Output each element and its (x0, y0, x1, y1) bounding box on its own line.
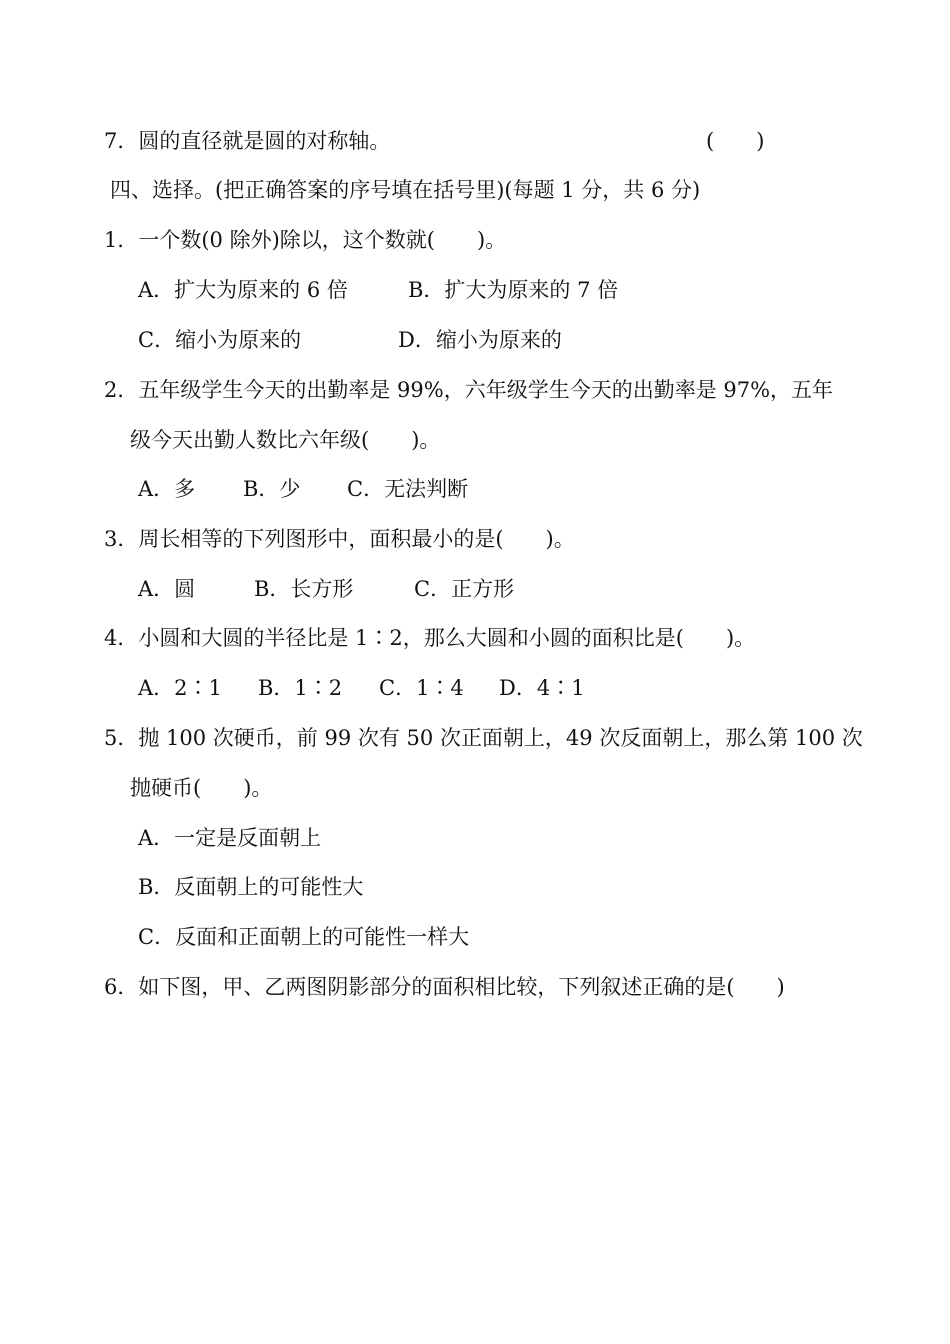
option-4d: D．4∶1 (499, 676, 585, 700)
option-2a: A．多 (138, 477, 196, 501)
option-1d: D．缩小为原来的 (398, 328, 562, 352)
option-3c: C．正方形 (414, 577, 515, 601)
question-2-stem-line1: 2．五年级学生今天的出勤率是 99%，六年级学生今天的出勤率是 97%，五年 (104, 378, 834, 402)
option-2c: C．无法判断 (347, 477, 469, 501)
option-5c: C．反面和正面朝上的可能性一样大 (138, 925, 470, 949)
option-5a: A．一定是反面朝上 (138, 826, 322, 850)
question-2-stem-line2: 级今天出勤人数比六年级( )。 (130, 428, 441, 452)
question-3-stem: 3．周长相等的下列图形中，面积最小的是( )。 (104, 527, 575, 551)
option-1c: C．缩小为原来的 (138, 328, 302, 352)
option-4a: A．2∶1 (138, 676, 222, 700)
option-4c: C．1∶4 (379, 676, 464, 700)
section-heading: 四、选择。(把正确答案的序号填在括号里)(每题 1 分，共 6 分) (110, 178, 701, 202)
answer-bracket-7: ( ) (706, 129, 765, 153)
option-2b: B．少 (243, 477, 301, 501)
option-4b: B．1∶2 (258, 676, 343, 700)
question-5-stem-line2: 抛硬币( )。 (130, 776, 273, 800)
option-1a: A．扩大为原来的 6 倍 (138, 278, 348, 302)
option-3b: B．长方形 (254, 577, 354, 601)
question-1-stem: 1．一个数(0 除外)除以，这个数就( )。 (104, 228, 507, 252)
question-4-stem: 4．小圆和大圆的半径比是 1∶2，那么大圆和小圆的面积比是( )。 (104, 626, 756, 650)
option-1b: B．扩大为原来的 7 倍 (408, 278, 619, 302)
question-6-stem: 6．如下图，甲、乙两图阴影部分的面积相比较，下列叙述正确的是( ) (104, 975, 785, 999)
option-5b: B．反面朝上的可能性大 (138, 875, 364, 899)
question-7-text: 7．圆的直径就是圆的对称轴。 (104, 129, 391, 153)
option-3a: A．圆 (138, 577, 196, 601)
question-5-stem-line1: 5．抛 100 次硬币，前 99 次有 50 次正面朝上，49 次反面朝上，那么第 100 次 (104, 726, 863, 750)
